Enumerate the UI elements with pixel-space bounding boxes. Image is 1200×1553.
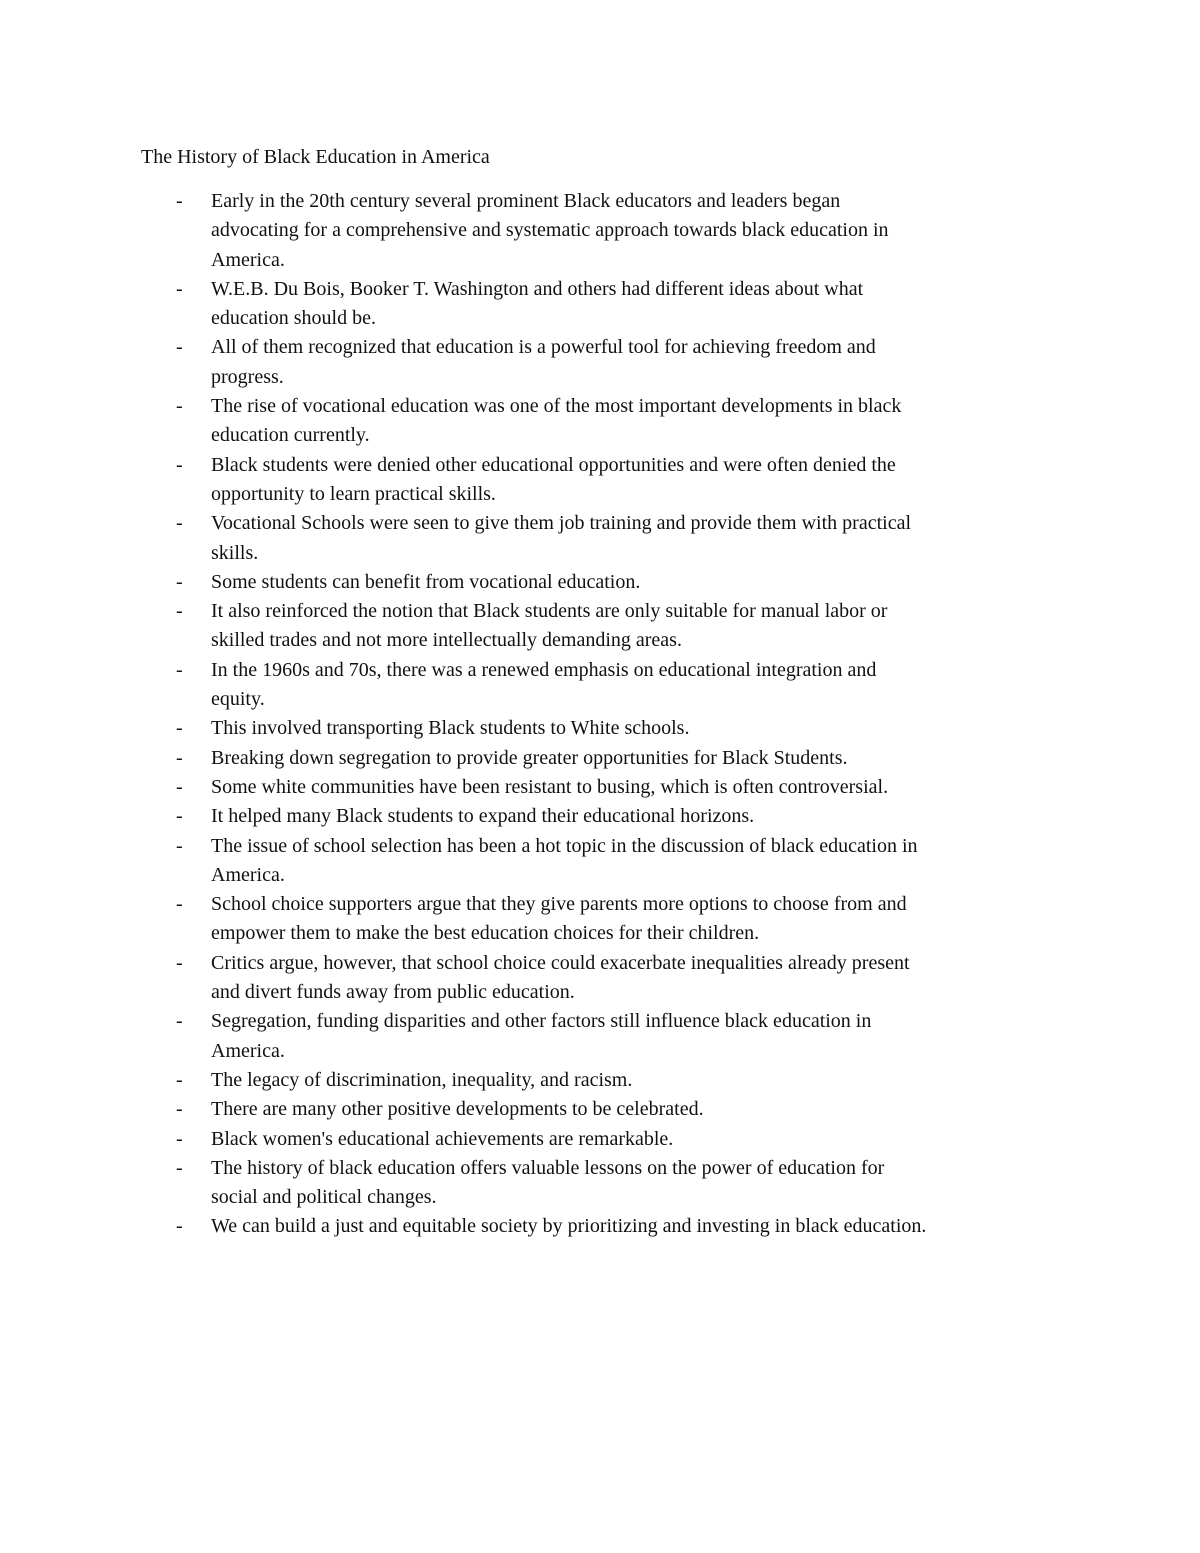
list-item-line: advocating for a comprehensive and systematic approach towards black education in (211, 219, 889, 242)
bullet-marker: - (176, 1127, 183, 1150)
list-item-line: education currently. (211, 424, 370, 447)
bullet-marker: - (176, 951, 183, 974)
list-item (176, 1212, 1056, 1241)
list-item-line: social and political changes. (211, 1186, 437, 1209)
list-item-line: equity. (211, 688, 265, 711)
list-item-line: Some students can benefit from vocational education. (211, 570, 641, 593)
list-item-line: Some white communities have been resistant to busing, which is often controversial. (211, 775, 889, 798)
list-item-line: America. (211, 1039, 285, 1062)
bullet-marker: - (176, 512, 183, 535)
list-item-line: Black students were denied other educational opportunities and were often denied the (211, 453, 896, 476)
list-item-line: We can build a just and equitable society by prioritizing and investing in black education. (211, 1215, 927, 1238)
bullet-marker: - (176, 1010, 183, 1033)
bullet-marker: - (176, 277, 183, 300)
list-item (176, 656, 1056, 715)
bullet-marker: - (176, 453, 183, 476)
list-item-line: Critics argue, however, that school choice could exacerbate inequalities already present (211, 951, 910, 974)
list-item (176, 949, 1056, 1008)
list-item (176, 1154, 1056, 1213)
list-item (176, 275, 1056, 334)
list-item-line: The legacy of discrimination, inequality, and racism. (211, 1068, 633, 1091)
list-item (176, 714, 1056, 743)
list-item-line: This involved transporting Black students to White schools. (211, 717, 690, 740)
list-item (176, 1125, 1056, 1154)
list-item (176, 568, 1056, 597)
list-item-line: Segregation, funding disparities and other factors still influence black education in (211, 1010, 872, 1033)
bullet-marker: - (176, 893, 183, 916)
bullet-marker: - (176, 834, 183, 857)
list-item (176, 187, 1056, 275)
list-item-line: It helped many Black students to expand their educational horizons. (211, 805, 755, 828)
list-item-line: America. (211, 863, 285, 886)
list-item (176, 451, 1056, 510)
list-item (176, 392, 1056, 451)
list-item-line: skilled trades and not more intellectually demanding areas. (211, 629, 682, 652)
list-item-line: The rise of vocational education was one of the most important developments in black (211, 395, 902, 418)
list-item-line: progress. (211, 365, 284, 388)
list-item (176, 890, 1056, 949)
bullet-marker: - (176, 600, 183, 623)
bullet-marker: - (176, 775, 183, 798)
list-item-line: The issue of school selection has been a hot topic in the discussion of black education in (211, 834, 918, 857)
list-item (176, 832, 1056, 891)
bullet-marker: - (176, 1098, 183, 1121)
document-title: The History of Black Education in America (141, 146, 490, 168)
list-item-line: Vocational Schools were seen to give them job training and provide them with practical (211, 512, 911, 535)
list-item-line: There are many other positive developments to be celebrated. (211, 1098, 704, 1121)
list-item (176, 1007, 1056, 1066)
bullet-marker: - (176, 746, 183, 769)
list-item (176, 509, 1056, 568)
list-item (176, 802, 1056, 831)
list-item (176, 1066, 1056, 1095)
bullet-marker: - (176, 717, 183, 740)
bullet-marker: - (176, 190, 183, 212)
bullet-marker: - (176, 1156, 183, 1179)
list-item-line: The history of black education offers valuable lessons on the power of education for (211, 1156, 885, 1179)
list-item-line: empower them to make the best education choices for their children. (211, 922, 760, 945)
bullet-marker: - (176, 805, 183, 828)
list-item-line: All of them recognized that education is a powerful tool for achieving freedom and (211, 336, 876, 359)
list-item (176, 773, 1056, 802)
bullet-marker: - (176, 658, 183, 681)
list-item (176, 1095, 1056, 1124)
list-item-line: In the 1960s and 70s, there was a renewed emphasis on educational integration and (211, 658, 877, 681)
bullet-marker: - (176, 395, 183, 418)
list-item (176, 597, 1056, 656)
bullet-marker: - (176, 1068, 183, 1091)
list-item-line: America. (211, 248, 285, 271)
bullet-list (176, 187, 1056, 1242)
list-item-line: Black women's educational achievements are remarkable. (211, 1127, 674, 1150)
list-item-line: and divert funds away from public education. (211, 981, 575, 1004)
bullet-marker: - (176, 336, 183, 359)
list-item-line: Breaking down segregation to provide greater opportunities for Black Students. (211, 746, 848, 769)
list-item-line: skills. (211, 541, 259, 564)
list-item-line: W.E.B. Du Bois, Booker T. Washington and others had different ideas about what (211, 277, 864, 300)
list-item-line: education should be. (211, 307, 376, 330)
list-item-line: opportunity to learn practical skills. (211, 482, 496, 505)
list-item-line: Early in the 20th century several prominent Black educators and leaders began (211, 190, 841, 212)
list-item (176, 333, 1056, 392)
list-item-line: It also reinforced the notion that Black students are only suitable for manual labor or (211, 600, 888, 623)
list-item-line: School choice supporters argue that they give parents more options to choose from and (211, 893, 907, 916)
list-item (176, 744, 1056, 773)
bullet-marker: - (176, 1215, 183, 1238)
bullet-marker: - (176, 570, 183, 593)
